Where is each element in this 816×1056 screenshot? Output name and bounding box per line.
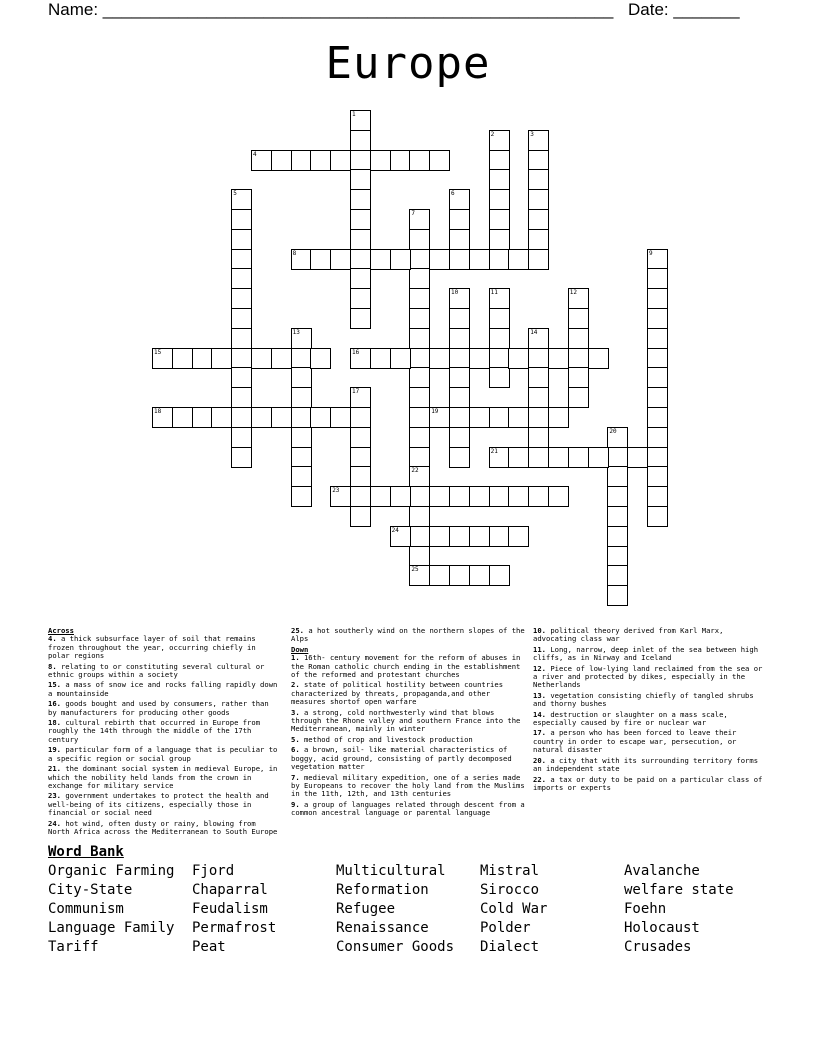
crossword-cell[interactable] [528,427,549,448]
clue-across-16: 16. goods bought and used by consumers, rather than by manufacturers for producing other goods [48,699,269,717]
crossword-cell[interactable] [409,268,430,289]
crossword-cell[interactable] [370,249,391,270]
crossword-cell[interactable] [409,348,430,369]
crossword-cell[interactable] [409,466,430,487]
crossword-cell[interactable] [449,308,470,329]
crossword-cell[interactable] [350,169,371,190]
crossword-cell[interactable] [370,150,391,171]
word-bank-item: Organic Farming [48,863,175,879]
crossword-cell[interactable] [489,150,510,171]
crossword-cell[interactable] [528,209,549,230]
clues-column-3 [533,627,769,794]
crossword-cell[interactable] [568,387,589,408]
crossword-cell[interactable] [350,150,371,171]
clue-down-22: 22. a tax or duty to be paid on a particular class of imports or experts [533,774,763,792]
crossword-cell[interactable] [409,328,430,349]
crossword-cell[interactable] [489,526,510,547]
crossword-cell[interactable] [449,189,470,210]
crossword-cell[interactable] [409,506,430,527]
crossword-cell[interactable] [350,348,371,369]
clues-column-1 [48,627,280,838]
crossword-cell[interactable] [211,348,232,369]
clue-number: 16 [352,348,360,356]
crossword-cell[interactable] [231,189,252,210]
clue-down-14: 14. destruction or slaughter on a mass scale, especially caused by fire or nuclear war [533,709,728,728]
name-field-label: Name: ______________________________________________________ [48,0,614,19]
crossword-cell[interactable] [449,526,470,547]
crossword-cell[interactable] [647,486,668,507]
word-bank-item: Communism [48,901,124,917]
clue-down-13: 13. vegetation consisting chiefly of tangled shrubs and thorny bushes [533,690,754,709]
word-bank-item: welfare state [624,882,734,898]
clue-down-12: 12. Piece of low-lying land reclaimed from the sea or a river and protected by dikes, especially in the Netherlands [533,663,763,690]
crossword-cell[interactable] [489,447,510,468]
clue-across-18: 18. cultural rebirth that occurred in Europe from roughly the 14th through the middle of the 17th century [48,718,261,744]
crossword-cell[interactable] [489,367,510,388]
crossword-cell[interactable] [647,348,668,369]
crossword-cell[interactable] [647,387,668,408]
crossword-cell[interactable] [489,229,510,250]
crossword-cell[interactable] [291,427,312,448]
word-bank-row [48,901,768,920]
crossword-cell[interactable] [409,546,430,567]
word-bank-row [48,920,768,939]
word-bank-row [48,863,768,882]
crossword-cell[interactable] [350,447,371,468]
crossword-cell[interactable] [409,308,430,329]
crossword-cell[interactable] [409,526,430,547]
clue-number: 1 [352,111,356,118]
crossword-cell[interactable] [310,249,331,270]
word-bank-item: Crusades [624,939,692,955]
crossword-cell[interactable] [350,407,371,428]
crossword-cell[interactable] [330,150,351,171]
crossword-cell[interactable] [647,466,668,487]
clue-number: 20 [609,427,617,435]
clue-down-7: 7. medieval military expedition, one of a series made by Europeans to recover the holy land from the Muslims in the 11th, 12th, and 13th centuries [291,772,525,799]
word-bank-item: Holocaust [624,920,700,936]
crossword-cell[interactable] [409,229,430,250]
crossword-cell[interactable] [350,209,371,230]
crossword-cell[interactable] [350,189,371,210]
crossword-cell[interactable] [310,150,331,171]
word-bank-item: City-State [48,882,133,898]
clue-down-20: 20. a city that with its surrounding territory forms an independent state [533,755,759,774]
crossword-cell[interactable] [449,209,470,230]
crossword-cell[interactable] [647,288,668,309]
crossword-cell[interactable] [508,447,529,468]
crossword-cell[interactable] [489,209,510,230]
crossword-cell[interactable] [647,249,668,270]
crossword-cell[interactable] [469,249,490,270]
word-bank-item: Multicultural [336,863,446,879]
crossword-cell[interactable] [528,189,549,210]
clue-number: 11 [490,289,498,297]
clue-number: 5 [233,190,237,198]
crossword-cell[interactable] [350,506,371,527]
word-bank-item: Foehn [624,901,667,917]
crossword-cell[interactable] [449,565,470,586]
across-heading: Across [48,626,74,635]
crossword-cell[interactable] [429,249,450,270]
crossword-cell[interactable] [409,486,430,507]
crossword-cell[interactable] [607,585,628,606]
word-bank-item: Peat [192,939,226,955]
crossword-cell[interactable] [350,229,371,250]
crossword-cell[interactable] [489,308,510,329]
crossword-cell[interactable] [449,348,470,369]
crossword-cell[interactable] [508,486,529,507]
crossword-cell[interactable] [330,249,351,270]
crossword-cell[interactable] [350,486,371,507]
word-bank-item: Fjord [192,863,235,879]
crossword-cell[interactable] [449,288,470,309]
crossword-cell[interactable] [469,348,490,369]
clue-number: 10 [451,289,459,297]
crossword-cell[interactable] [390,150,411,171]
clue-down-9: 9. a group of languages related through descent from a common ancestral language or parental language [291,799,525,818]
clue-down-3: 3. a strong, cold northwesterly wind that blows through the Rhone valley and southern France into the Mediterranean, mainly in winter [291,707,521,734]
crossword-cell[interactable] [607,546,628,567]
crossword-cell[interactable] [350,288,371,309]
clue-down-11: 11. Long, narrow, deep inlet of the sea between high cliffs, as in Nirway and Iceland [533,644,759,663]
crossword-cell[interactable] [449,447,470,468]
crossword-cell[interactable] [588,447,609,468]
clue-across-24: 24. hot wind, often dusty or rainy, blowing from North Africa across the Mediterranean to South Europe [48,818,278,836]
crossword-cell[interactable] [528,328,549,349]
crossword-cell[interactable] [251,348,272,369]
crossword-cell[interactable] [528,367,549,388]
crossword-cell[interactable] [370,348,391,369]
clue-number: 3 [530,130,534,138]
clue-across-19: 19. particular form of a language that is peculiar to a specific region or social group [48,745,278,763]
crossword-cell[interactable] [548,407,569,428]
word-bank-item: Sirocco [480,882,540,898]
clue-across-23: 23. government undertakes to protect the health and well-being of its citizens, especially those in financial or social need [48,791,269,818]
crossword-cell[interactable] [350,387,371,408]
clue-number: 6 [451,190,455,198]
crossword-cell[interactable] [231,348,252,369]
clue-number: 8 [292,249,297,257]
clue-number: 9 [649,249,653,257]
crossword-cell[interactable] [489,486,510,507]
crossword-cell[interactable] [350,427,371,448]
crossword-cell[interactable] [607,427,628,448]
crossword-cell[interactable] [350,308,371,329]
clue-across-25: 25. a hot southerly wind on the northern slopes of the Alps [291,626,525,644]
crossword-cell[interactable] [409,288,430,309]
clue-number: 4 [253,150,257,158]
clue-down-2: 2. state of political hostility between countries characterized by threats, propaganda,and other measures shortof open warfare [291,680,504,707]
crossword-cell[interactable] [528,169,549,190]
word-bank-item: Refugee [336,901,396,917]
word-bank-item: Avalanche [624,863,700,879]
clue-across-21: 21. the dominant social system in medieval Europe, in which the nobility held lands from the crown in exchange for military service [48,764,278,790]
crossword-cell[interactable] [192,348,213,369]
crossword-cell[interactable] [291,328,312,349]
word-bank-title: Word Bank [48,844,124,860]
crossword-cell[interactable] [489,130,510,151]
crossword-cell[interactable] [271,150,292,171]
crossword-cell[interactable] [528,407,549,428]
crossword-cell[interactable] [350,249,371,270]
crossword-cell[interactable] [409,447,430,468]
crossword-cell[interactable] [449,229,470,250]
clue-number: 23 [332,487,340,495]
crossword-cell[interactable] [310,348,331,369]
clue-number: 2 [490,130,495,138]
crossword-cell[interactable] [291,150,312,171]
clue-number: 18 [154,408,162,415]
crossword-cell[interactable] [172,348,193,369]
crossword-cell[interactable] [528,130,549,151]
word-bank-item: Polder [480,920,531,936]
crossword-cell[interactable] [469,565,490,586]
crossword-cell[interactable] [568,348,589,369]
crossword-cell[interactable] [647,427,668,448]
crossword-cell[interactable] [409,249,430,270]
clue-number: 12 [569,289,578,297]
down-heading: Down [291,644,309,654]
word-bank-item: Reformation [336,882,429,898]
crossword-cell[interactable] [508,348,529,369]
crossword-cell[interactable] [449,249,470,270]
crossword-cell[interactable] [350,466,371,487]
crossword-cell[interactable] [291,387,312,408]
crossword-cell[interactable] [192,407,213,428]
word-bank-item: Dialect [480,939,540,955]
crossword-cell[interactable] [231,268,252,289]
crossword-cell[interactable] [568,308,589,329]
crossword-cell[interactable] [429,526,450,547]
crossword-cell[interactable] [390,249,411,270]
crossword-cell[interactable] [528,249,549,270]
crossword-cell[interactable] [489,288,510,309]
clue-number: 13 [292,328,300,336]
crossword-cell[interactable] [231,328,252,349]
word-bank-item: Permafrost [192,920,277,936]
crossword-cell[interactable] [409,367,430,388]
crossword-cell[interactable] [231,447,252,468]
crossword-cell[interactable] [469,526,490,547]
crossword-cell[interactable] [568,447,589,468]
crossword-cell[interactable] [271,407,292,428]
crossword-cell[interactable] [409,565,430,586]
crossword-cell[interactable] [409,150,430,171]
crossword-cell[interactable] [489,189,510,210]
crossword-cell[interactable] [647,367,668,388]
crossword-cell[interactable] [489,169,510,190]
crossword-cell[interactable] [607,486,628,507]
crossword-cell[interactable] [330,407,351,428]
clue-number: 7 [411,210,416,217]
crossword-cell[interactable] [291,367,312,388]
crossword-cell[interactable] [508,407,529,428]
crossword-cell[interactable] [508,249,529,270]
crossword-cell[interactable] [429,486,450,507]
crossword-cell[interactable] [607,526,628,547]
clue-down-6: 6. a brown, soil- like material characteristics of boggy, acid ground, consisting of partly decomposed vegetation matter [291,745,512,772]
word-bank-item: Renaissance [336,920,429,936]
word-bank-row [48,882,768,901]
crossword-cell[interactable] [350,130,371,151]
crossword-cell[interactable] [528,229,549,250]
crossword-cell[interactable] [429,150,450,171]
date-field-label: Date: _______ [628,0,740,19]
crossword-cell[interactable] [291,348,312,369]
clue-number: 19 [431,408,439,415]
crossword-cell[interactable] [251,150,272,171]
word-bank-row [48,939,768,958]
crossword-cell[interactable] [449,387,470,408]
crossword-cell[interactable] [449,328,470,349]
page-title: Europe [325,38,491,89]
crossword-cell[interactable] [647,447,668,468]
crossword-cell[interactable] [390,526,411,547]
crossword-cell[interactable] [231,288,252,309]
crossword-cell[interactable] [548,348,569,369]
crossword-cell[interactable] [607,506,628,527]
word-bank-item: Chaparral [192,882,268,898]
crossword-cell[interactable] [429,407,450,428]
crossword-cell[interactable] [548,447,569,468]
crossword-cell[interactable] [409,387,430,408]
crossword-cell[interactable] [231,229,252,250]
crossword-cell[interactable] [429,565,450,586]
clues-column-2 [291,627,525,820]
crossword-cell[interactable] [330,486,351,507]
crossword-cell[interactable] [231,407,252,428]
clue-down-5: 5. method of crop and livestock production [291,734,473,744]
crossword-cell[interactable] [211,407,232,428]
clue-across-15: 15. a mass of snow ice and rocks falling rapidly down a mountainside [48,680,278,698]
crossword-cell[interactable] [489,407,510,428]
crossword-cell[interactable] [390,348,411,369]
crossword-cell[interactable] [152,407,173,428]
crossword-cell[interactable] [409,427,430,448]
crossword-cell[interactable] [489,565,510,586]
crossword-cell[interactable] [370,486,391,507]
crossword-cell[interactable] [528,486,549,507]
crossword-cell[interactable] [469,407,490,428]
clue-down-17: 17. a person who has been forced to leave their country in order to escape war, persecution, or natural disaster [533,728,737,755]
crossword-cell[interactable] [231,249,252,270]
crossword-cell[interactable] [607,447,628,468]
crossword-cell[interactable] [390,486,411,507]
crossword-cell[interactable] [409,407,430,428]
crossword-cell[interactable] [607,466,628,487]
word-bank-item: Mistral [480,863,540,879]
crossword-cell[interactable] [607,565,628,586]
crossword-cell[interactable] [429,348,450,369]
crossword-cell[interactable] [588,348,609,369]
clue-number: 25 [411,566,419,574]
clue-across-4: 4. a thick subsurface layer of soil that remains frozen throughout the year, occurring chiefly in polar regions [48,634,256,661]
crossword-cell[interactable] [172,407,193,428]
clue-across-8: 8. relating to or constituting several cultural or ethnic groups within a society [48,661,265,680]
crossword-cell[interactable] [449,486,470,507]
crossword-cell[interactable] [489,249,510,270]
crossword-cell[interactable] [291,466,312,487]
word-bank [48,863,768,958]
crossword-cell[interactable] [231,427,252,448]
clue-number: 17 [352,388,360,396]
word-bank-item: Tariff [48,939,99,955]
clue-number: 14 [530,328,538,336]
crossword-cell[interactable] [291,407,312,428]
crossword-cell[interactable] [647,268,668,289]
clue-number: 21 [490,447,498,455]
crossword-cell[interactable] [449,427,470,448]
crossword-cell[interactable] [449,367,470,388]
crossword-cell[interactable] [489,328,510,349]
crossword-cell[interactable] [231,209,252,230]
crossword-cell[interactable] [568,288,589,309]
clue-number: 24 [391,526,399,534]
crossword-cell[interactable] [350,110,371,131]
crossword-cell[interactable] [409,209,430,230]
clue-number: 22 [411,467,419,475]
crossword-cell[interactable] [528,387,549,408]
crossword-cell[interactable] [350,268,371,289]
clue-down-1: 1. 16th- century movement for the reform of abuses in the Roman catholic church ending in the establishment of the reformed and protestant churches [291,653,521,680]
crossword-cell[interactable] [251,407,272,428]
crossword-cell[interactable] [271,348,292,369]
clue-down-10: 10. political theory derived from Karl Marx, advocating class war [533,626,724,644]
word-bank-item: Cold War [480,901,548,917]
crossword-cell[interactable] [528,348,549,369]
crossword-cell[interactable] [469,486,490,507]
crossword-cell[interactable] [548,486,569,507]
clue-number: 15 [154,348,162,356]
crossword-cell[interactable] [291,447,312,468]
crossword-cell[interactable] [647,308,668,329]
word-bank-item: Feudalism [192,901,268,917]
crossword-cell[interactable] [231,367,252,388]
crossword-cell[interactable] [647,328,668,349]
crossword-cell[interactable] [508,526,529,547]
crossword-cell[interactable] [231,387,252,408]
crossword-cell[interactable] [231,308,252,329]
crossword-cell[interactable] [291,486,312,507]
crossword-cell[interactable] [568,367,589,388]
crossword-cell[interactable] [310,407,331,428]
crossword-cell[interactable] [449,407,470,428]
crossword-cell[interactable] [152,348,173,369]
crossword-cell[interactable] [627,447,648,468]
crossword-cell[interactable] [647,407,668,428]
crossword-cell[interactable] [291,249,312,270]
word-bank-item: Language Family [48,920,175,936]
crossword-cell[interactable] [647,506,668,527]
crossword-cell[interactable] [528,150,549,171]
crossword-cell[interactable] [489,348,510,369]
crossword-cell[interactable] [528,447,549,468]
word-bank-item: Consumer Goods [336,939,455,955]
crossword-cell[interactable] [568,328,589,349]
